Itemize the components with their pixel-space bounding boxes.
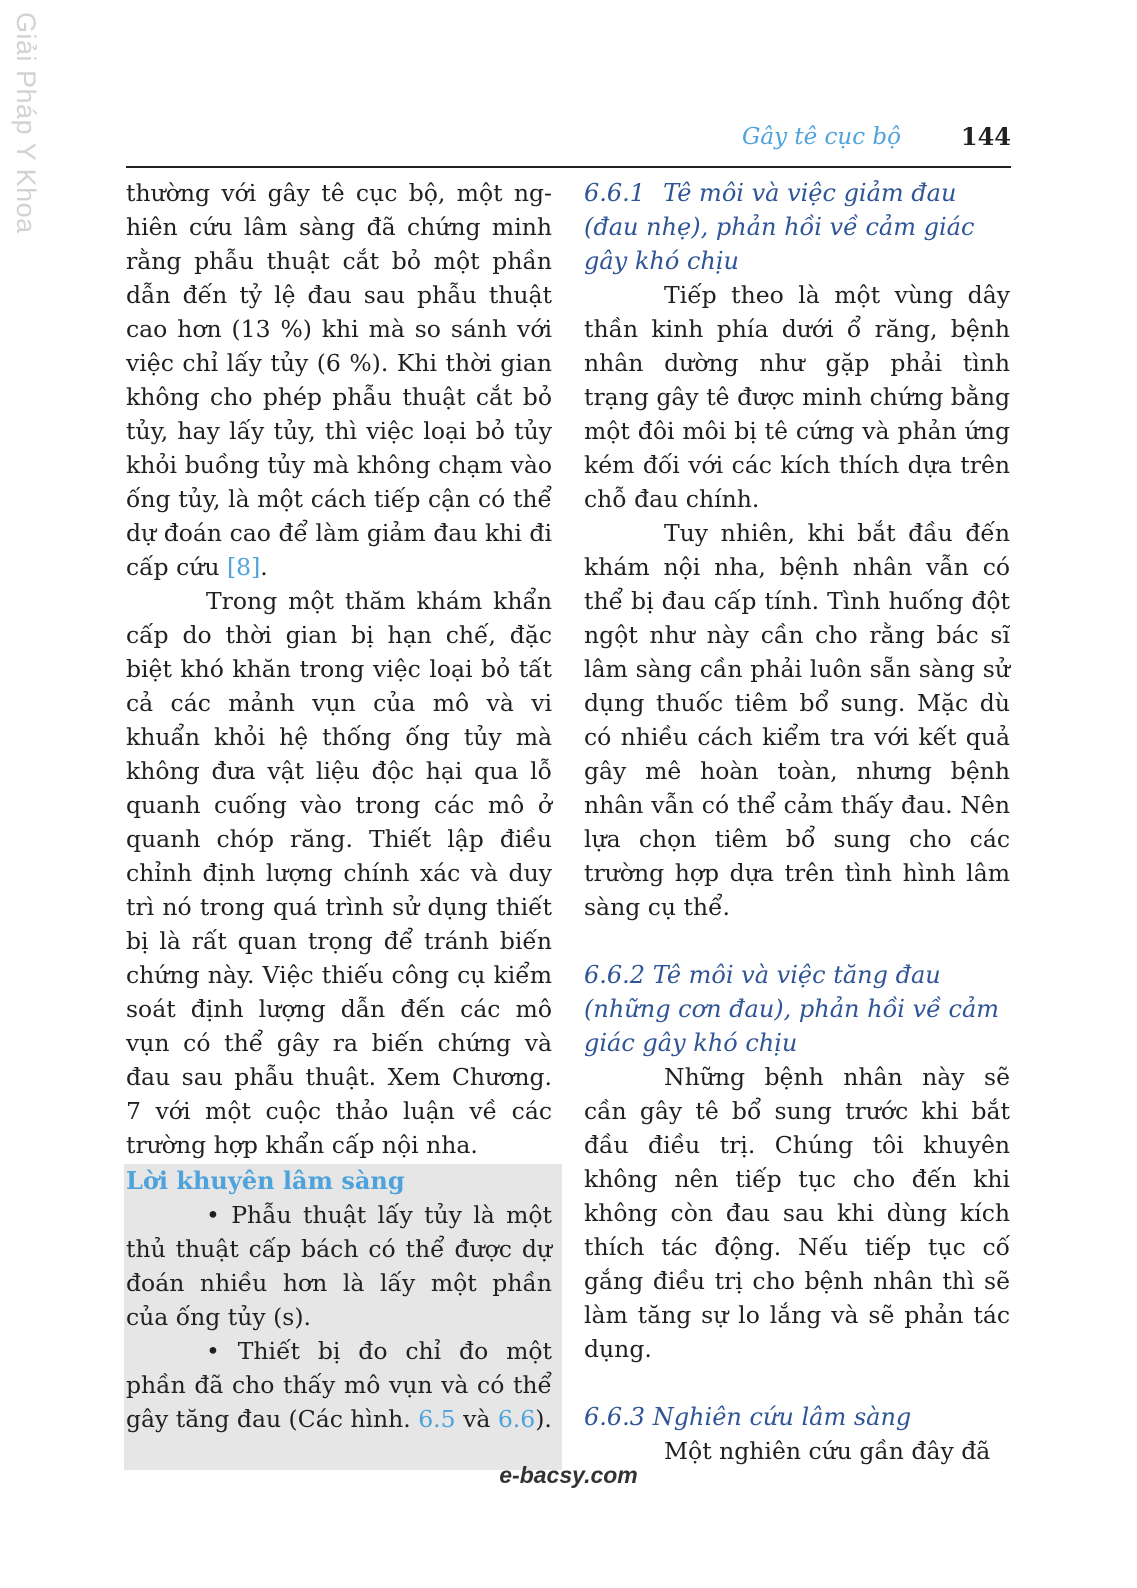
running-title: Gây tê cục bộ [741,124,901,150]
reference-link-8[interactable]: [8] [226,553,261,581]
section-title-6-6-1: Tê môi và việc giảm đau (đau nhẹ), phản hồi về cảm giác gây khó chịu [584,179,975,275]
advice-bullet-1: • Phẫu thuật lấy tủy là một thủ thuật cấp bách có thể được dự đoán nhiều hơn là lấy một phần của ống tủy (s). [126,1201,552,1331]
page-header [126,120,1011,168]
section-spacer [584,1366,1010,1400]
advice-bullet-2 [126,1334,552,1436]
left-paragraph-1 [126,176,552,584]
left-paragraph-2: Trong một thăm khám khẩn cấp do thời gian bị hạn chế, đặc biệt khó khăn trong việc loại bỏ tất cả các mảnh vụn của mô và vi khuẩn khỏi hệ thống ống tủy mà không đưa vật liệu độc hại qua lỗ quanh cuống vào trong các mô ở quanh chóp răng. Thiết lập điều chỉnh định lượng chính xác và duy trì nó trong quá trình sử dụng thiết bị là rất quan trọng để tránh biến chứng này. Việc thiếu công cụ kiểm soát định lượng dẫn đến các mô vụn có thể gây ra biến chứng và đau sau phẫu thuật. Xem Chương. 7 với một cuộc thảo luận về các trường hợp khẩn cấp nội nha. [126,587,552,1159]
left-column [126,176,552,1470]
section-heading-6-6-3: 6.6.3 Nghiên cứu lâm sàng [584,1403,912,1431]
clinical-advice-box [124,1164,562,1470]
figure-link-6-5[interactable]: 6.5 [418,1405,456,1433]
advice-bullet-2-mid: và [455,1405,498,1433]
section-heading-6-6-1 [584,176,1010,278]
right-column [584,176,1010,1468]
figure-link-6-6[interactable]: 6.6 [497,1405,536,1433]
clinical-advice-title: Lời khuyên lâm sàng [126,1166,405,1195]
side-watermark: Giải Pháp Y Khoa [11,12,41,234]
section-spacer [584,924,1010,958]
section-heading-6-6-2: 6.6.2 Tê môi và việc tăng đau (những cơn đau), phản hồi về cảm giác gây khó chịu [584,961,1000,1057]
left-paragraph-1-end: . [260,553,268,581]
left-paragraph-1-text: thường với gây tê cục bộ, một nghiên cứu lâm sàng đã chứng minh rằng phẫu thuật cắt bỏ một phần dẫn đến tỷ lệ đau sau phẫu thuật cao hơn (13 %) khi mà so sánh với việc chỉ lấy tủy (6 %). Khi thời gian không cho phép phẫu thuật cắt bỏ tủy, hay lấy tủy, thì việc loại bỏ tủy khỏi buồng tủy mà không chạm vào ống tủy, là một cách tiếp cận có thể dự đoán cao để làm giảm đau khi đi cấp cứu [126,179,552,581]
advice-bullet-2-end: ). [535,1405,552,1433]
section-number-6-6-1: 6.6.1 [584,179,646,207]
section-6-6-1-paragraph-1: Tiếp theo là một vùng dây thần kinh phía dưới ổ răng, bệnh nhân dường như gặp phải tình trạng gây tê được minh chứng bằng một đôi môi bị tê cứng và phản ứng kém đối với các kích thích dựa trên chỗ đau chính. [584,281,1010,513]
advice-bullet-2-text: • Thiết bị đo chỉ đo một phần đã cho thấy mô vụn và có thể gây tăng đau (Các hình. [126,1337,552,1433]
page-number: 144 [960,122,1011,151]
footer-site-name: e-bacsy.com [499,1462,638,1488]
section-6-6-3-paragraph-1: Một nghiên cứu gần đây đã [664,1437,991,1465]
section-6-6-1-paragraph-2: Tuy nhiên, khi bắt đầu đến khám nội nha, bệnh nhân vẫn có thể bị đau cấp tính. Tình huống đột ngột như này cần cho rằng bác sĩ lâm sàng cần phải luôn sẵn sàng sử dụng thuốc tiêm bổ sung. Mặc dù có nhiều cách kiểm tra với kết quả gây mê hoàn toàn, nhưng bệnh nhân vẫn có thể cảm thấy đau. Nên lựa chọn tiêm bổ sung cho các trường hợp dựa trên tình hình lâm sàng cụ thể. [584,519,1010,921]
section-6-6-2-paragraph-1: Những bệnh nhân này sẽ cần gây tê bổ sung trước khi bắt đầu điều trị. Chúng tôi khuyên không nên tiếp tục cho đến khi không còn đau sau khi dùng kích thích tác động. Nếu tiếp tục cố gắng điều trị cho bệnh nhân thì sẽ làm tăng sự lo lắng và sẽ phản tác dụng. [584,1063,1010,1363]
